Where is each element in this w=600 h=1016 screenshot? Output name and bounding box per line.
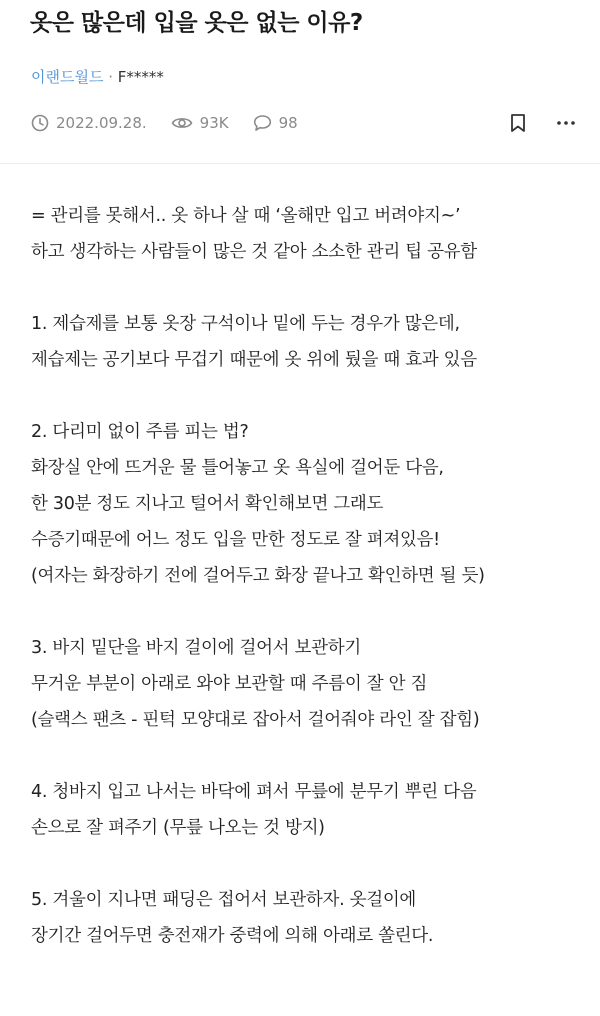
body-line: 수증기때문에 어느 정도 입을 만한 정도로 잘 펴져있음!: [31, 530, 440, 550]
comment-icon: [253, 114, 272, 132]
comments-count: 98: [278, 114, 298, 132]
clock-icon: [31, 114, 49, 132]
header-divider: [0, 163, 600, 164]
views-count: 93K: [199, 114, 229, 132]
body-line: 하고 생각하는 사람들이 많은 것 같아 소소한 관리 팁 공유함: [31, 242, 477, 262]
post-views: [171, 114, 229, 132]
body-paragraph: [31, 306, 580, 378]
body-line: = 관리를 못해서.. 옷 하나 살 때 ‘올해만 입고 버려야지~’: [31, 206, 461, 226]
body-line: 무거운 부분이 아래로 와야 보관할 때 주름이 잘 안 짐: [31, 674, 428, 694]
body-line: (슬랙스 팬츠 - 핀턱 모양대로 잡아서 걸어줘야 라인 잘 잡힘): [31, 710, 480, 730]
bookmark-icon: [510, 113, 526, 133]
more-icon: [556, 120, 576, 126]
post-date: [31, 114, 147, 132]
source-separator: ·: [103, 68, 118, 86]
body-paragraph: [31, 882, 580, 954]
body-line: 1. 제습제를 보통 옷장 구석이나 밑에 두는 경우가 많은데,: [31, 314, 460, 334]
bookmark-button[interactable]: [510, 113, 526, 133]
body-line: 장기간 걸어두면 충전재가 중력에 의해 아래로 쏠린다.: [31, 926, 434, 946]
board-link[interactable]: 이랜드월드: [31, 68, 104, 86]
body-line: 2. 다리미 없이 주름 피는 법?: [31, 422, 249, 442]
post-source: [31, 66, 164, 87]
body-line: 3. 바지 밑단을 바지 걸이에 걸어서 보관하기: [31, 638, 361, 658]
author-name[interactable]: F*****: [117, 68, 164, 86]
body-paragraph: [31, 774, 580, 846]
more-button[interactable]: [556, 120, 576, 126]
body-line: (여자는 화장하기 전에 걸어두고 화장 끝나고 확인하면 될 듯): [31, 566, 485, 586]
body-line: 손으로 잘 펴주기 (무릎 나오는 것 방지): [31, 818, 325, 838]
body-paragraph: [31, 630, 580, 738]
post-body: [31, 198, 580, 990]
date-text: 2022.09.28.: [56, 114, 147, 132]
body-line: 한 30분 정도 지나고 털어서 확인해보면 그래도: [31, 494, 384, 514]
body-paragraph: [31, 414, 580, 594]
post-comments[interactable]: [253, 114, 298, 132]
body-line: 화장실 안에 뜨거운 물 틀어놓고 옷 욕실에 걸어둔 다음,: [31, 458, 444, 478]
body-line: 제습제는 공기보다 무겁기 때문에 옷 위에 뒀을 때 효과 있음: [31, 350, 477, 370]
post-meta: [31, 110, 576, 136]
post-title: 옷은 많은데 입을 옷은 없는 이유?: [30, 10, 363, 36]
body-line: 5. 겨울이 지나면 패딩은 접어서 보관하자. 옷걸이에: [31, 890, 417, 910]
eye-icon: [171, 115, 193, 131]
body-line: 4. 청바지 입고 나서는 바닥에 펴서 무릎에 분무기 뿌린 다음: [31, 782, 477, 802]
body-paragraph: [31, 198, 580, 270]
